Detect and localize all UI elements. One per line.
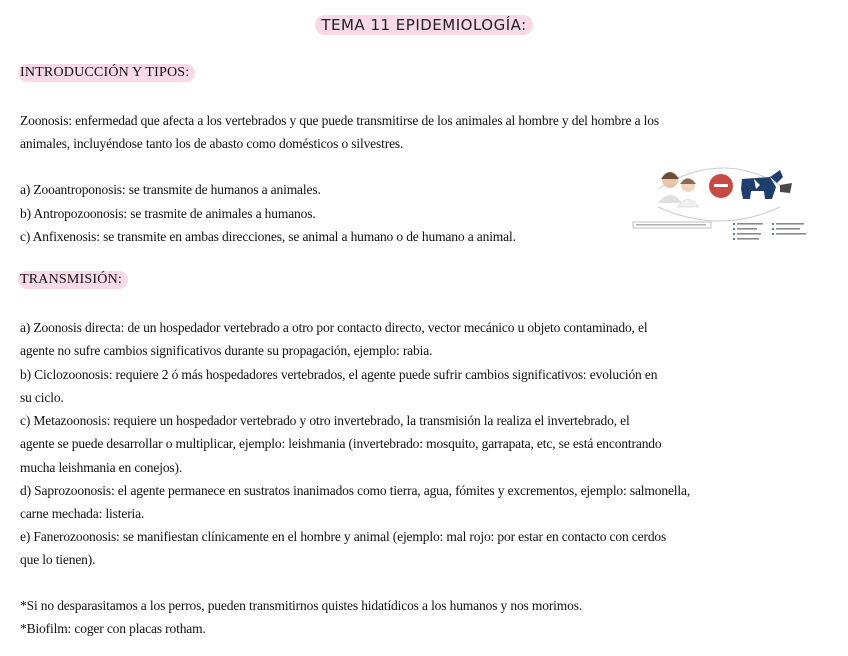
transmission-line: su ciclo. (20, 390, 64, 405)
page-title-wrap (0, 15, 848, 35)
transmission-line: que lo tienen). (20, 552, 96, 567)
definition-line: animales, incluyéndose tanto los de abasto como domésticos o silvestres. (20, 136, 404, 151)
transmission-line: a) Zoonosis directa: de un hospedador vertebrado a otro por contacto directo, vector mecánico u objeto contaminado, el (20, 320, 648, 335)
type-item-c: c) Anfixenosis: se transmite en ambas direcciones, se animal a humano o de humano a animal. (20, 229, 516, 244)
type-item-a: a) Zooantroponosis: se transmite de humanos a animales. (20, 182, 321, 197)
note-line: *Biofilm: coger con placas rotham. (20, 621, 206, 636)
type-item-b: b) Antropozoonosis: se trasmite de animales a humanos. (20, 206, 316, 221)
transmission-line: e) Fanerozoonosis: se manifiestan clínicamente en el hombre y animal (ejemplo: mal rojo: por estar en contacto con cerdos (20, 529, 667, 544)
transmission-line: mucha leishmania en conejos). (20, 460, 183, 475)
transmission-line: carne mechada: listeria. (20, 506, 145, 521)
transmission-line: agente no sufre cambios significativos durante su propagación, ejemplo: rabia. (20, 343, 433, 358)
transmission-line: agente se puede desarrollar o multiplicar, ejemplo: leishmania (invertebrado: mosquito, garrapata, etc, se está encontrando (20, 436, 662, 451)
section-heading-introduccion: INTRODUCCIÓN Y TIPOS: (18, 64, 195, 82)
page-title: TEMA 11 EPIDEMIOLOGÍA: (315, 15, 532, 35)
transmission-line: d) Saprozoonosis: el agente permanece en sustratos inanimados como tierra, agua, fómites y excrementos, ejemplo: salmonella, (20, 483, 691, 498)
transmission-line: c) Metazoonosis: requiere un hospedador vertebrado y otro invertebrado, la transmisión la realiza el invertebrado, el (20, 413, 630, 428)
note-line: *Si no desparasitamos a los perros, pueden transmitirnos quistes hidatídicos a los humanos y nos morimos. (20, 598, 583, 613)
section-heading-transmision: TRANSMISIÓN: (18, 271, 128, 289)
transmission-line: b) Ciclozoonosis: requiere 2 ó más hospedadores vertebrados, el agente puede sufrir cambios significativos: evolución en (20, 367, 658, 382)
definition-line: Zoonosis: enfermedad que afecta a los vertebrados y que puede transmitirse de los animales al hombre y del hombre a los (20, 113, 659, 128)
zoonosis-illustration-icon (630, 155, 820, 250)
